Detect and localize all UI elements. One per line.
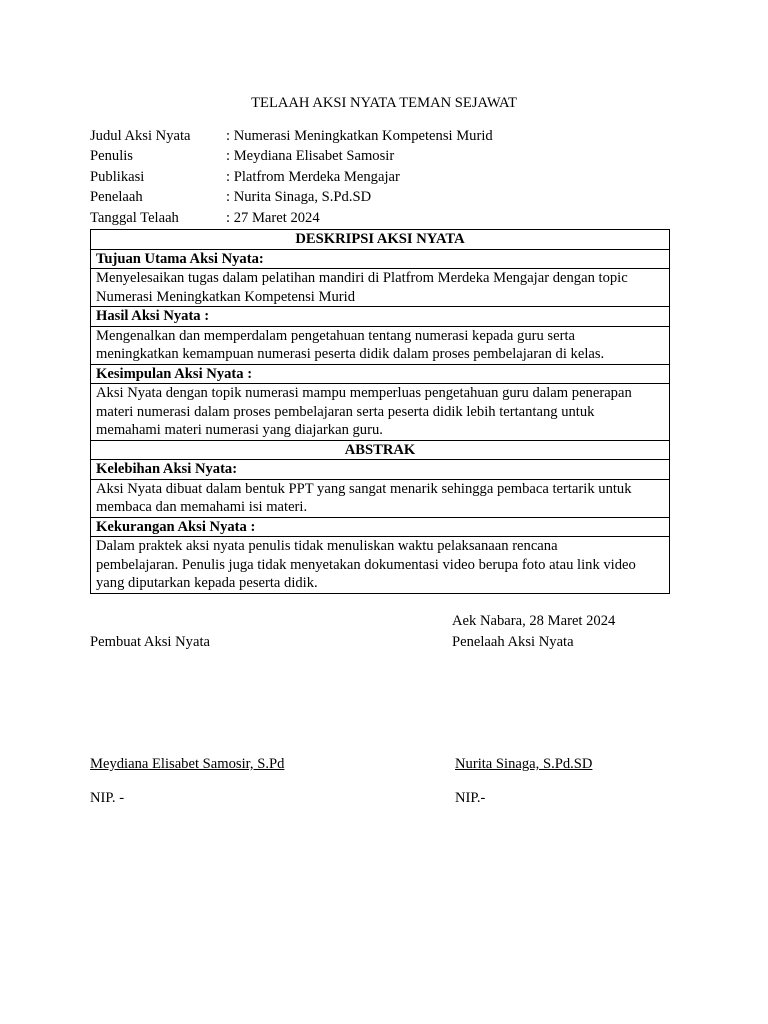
meta-value: : Nurita Sinaga, S.Pd.SD xyxy=(226,189,372,206)
meta-label: Publikasi xyxy=(90,168,145,185)
kesimpulan-cell xyxy=(91,384,670,441)
hasil-text-line: Mengenalkan dan memperdalam pengetahuan tentang numerasi kepada guru serta xyxy=(96,327,575,344)
kekurangan-text-line: yang diputarkan kepada peserta didik. xyxy=(96,575,318,591)
meta-row-penelaah xyxy=(90,187,670,207)
signature-right-title: Penelaah Aksi Nyata xyxy=(452,634,574,650)
kelebihan-text-line: membaca dan memahami isi materi. xyxy=(96,499,308,515)
table-row xyxy=(91,479,670,517)
kelebihan-label: Kelebihan Aksi Nyata: xyxy=(91,460,670,480)
table-row xyxy=(91,326,670,364)
section-header-deskripsi: DESKRIPSI AKSI NYATA xyxy=(91,230,670,250)
meta-label: Penelaah xyxy=(90,189,143,206)
hasil-text-line: meningkatkan kemampuan numerasi peserta didik dalam proses pembelajaran di kelas. xyxy=(96,346,605,362)
document-title: TELAAH AKSI NYATA TEMAN SEJAWAT xyxy=(251,95,517,111)
table-row xyxy=(91,307,670,327)
meta-row-publikasi xyxy=(90,167,670,187)
kesimpulan-label: Kesimpulan Aksi Nyata : xyxy=(91,364,670,384)
meta-label: Penulis xyxy=(90,148,133,165)
signature-left-name: Meydiana Elisabet Samosir, S.Pd xyxy=(90,756,285,772)
meta-value: : Platfrom Merdeka Mengajar xyxy=(226,168,400,185)
table-row xyxy=(91,249,670,269)
review-table xyxy=(90,229,670,594)
meta-value: : 27 Maret 2024 xyxy=(226,209,320,226)
kesimpulan-text-line: materi numerasi dalam proses pembelajaran serta peserta didik lebih tertantang untuk xyxy=(96,403,595,420)
tujuan-label: Tujuan Utama Aksi Nyata: xyxy=(91,249,670,269)
kekurangan-label: Kekurangan Aksi Nyata : xyxy=(91,517,670,537)
meta-row-tanggal xyxy=(90,208,670,228)
meta-value: : Meydiana Elisabet Samosir xyxy=(226,148,395,165)
table-row xyxy=(91,537,670,594)
table-row xyxy=(91,269,670,307)
table-row xyxy=(91,384,670,441)
tujuan-text-line: Menyelesaikan tugas dalam pelatihan mandiri di Platfrom Merdeka Mengajar dengan topic xyxy=(96,270,628,286)
tujuan-text-line: Numerasi Meningkatkan Kompetensi Murid xyxy=(96,288,355,305)
signature-right-nip: NIP.- xyxy=(455,790,486,806)
signature-left-nip: NIP. - xyxy=(90,790,125,806)
meta-row-judul xyxy=(90,126,670,146)
place-date: Aek Nabara, 28 Maret 2024 xyxy=(452,613,616,629)
kesimpulan-text-line: Aksi Nyata dengan topik numerasi mampu memperluas pengetahuan guru dalam penerapan xyxy=(96,385,632,401)
kekurangan-cell xyxy=(91,537,670,594)
section-header-abstrak: ABSTRAK xyxy=(91,440,670,460)
kelebihan-text-line: Aksi Nyata dibuat dalam bentuk PPT yang sangat menarik sehingga pembaca tertarik untuk xyxy=(96,480,632,497)
meta-label: Judul Aksi Nyata xyxy=(90,128,191,144)
kekurangan-text-line: pembelajaran. Penulis juga tidak menyetakan dokumentasi video berupa foto atau link video xyxy=(96,556,636,573)
kelebihan-cell xyxy=(91,479,670,517)
table-row xyxy=(91,364,670,384)
hasil-label: Hasil Aksi Nyata : xyxy=(91,307,670,327)
table-row xyxy=(91,460,670,480)
hasil-cell xyxy=(91,326,670,364)
kekurangan-text-line: Dalam praktek aksi nyata penulis tidak menuliskan waktu pelaksanaan rencana xyxy=(96,538,558,554)
table-row xyxy=(91,517,670,537)
kesimpulan-text-line: memahami materi numerasi yang diajarkan guru. xyxy=(96,422,383,438)
signature-left-title: Pembuat Aksi Nyata xyxy=(90,634,210,650)
signature-right-name: Nurita Sinaga, S.Pd.SD xyxy=(455,756,593,772)
meta-row-penulis xyxy=(90,146,670,166)
table-row xyxy=(91,440,670,460)
meta-block xyxy=(90,126,670,228)
table-row xyxy=(91,230,670,250)
meta-label: Tanggal Telaah xyxy=(90,209,179,226)
tujuan-cell xyxy=(91,269,670,307)
meta-value: : Numerasi Meningkatkan Kompetensi Murid xyxy=(226,128,493,144)
